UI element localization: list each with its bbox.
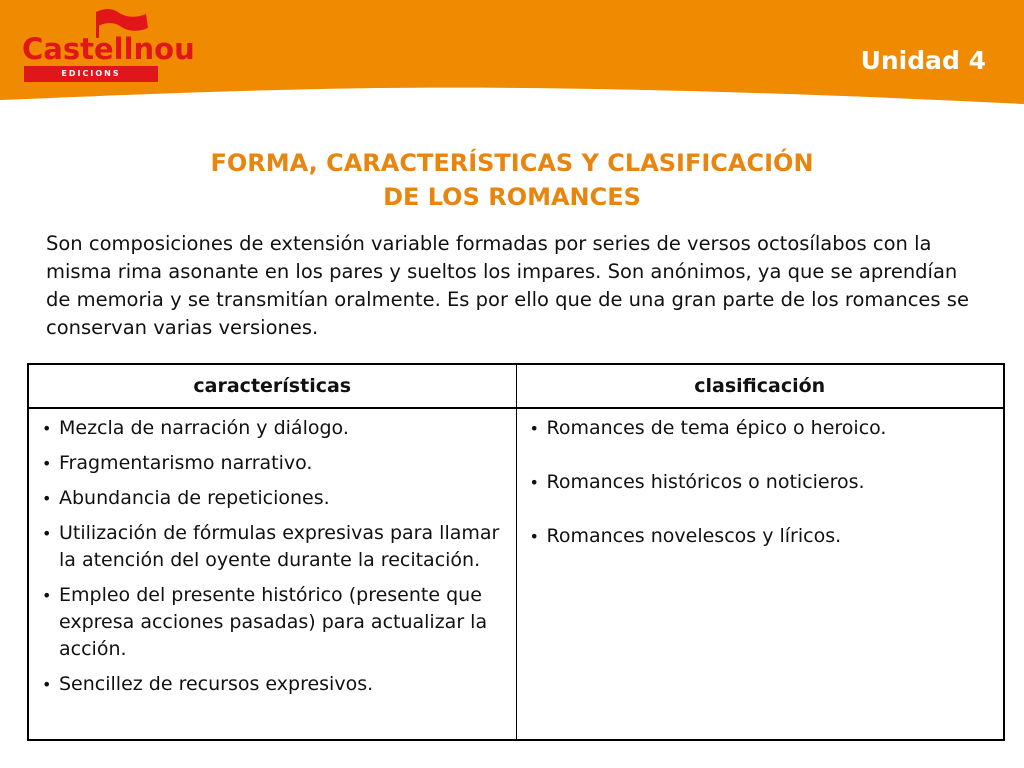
slide-header <box>0 0 1024 120</box>
list-item: • Empleo del presente histórico (presente que expresa acciones pasadas) para actualizar la acción. <box>39 582 506 663</box>
caracteristicas-cell <box>28 408 516 740</box>
header-caracteristicas: características <box>28 364 516 408</box>
brand-name: Castellnou <box>22 32 195 66</box>
romances-table <box>27 363 1005 741</box>
list-item: • Utilización de fórmulas expresivas para llamar la atención del oyente durante la recitación. <box>39 520 506 574</box>
brand-sub-bar <box>24 66 158 82</box>
intro-paragraph: Son composiciones de extensión variable formadas por series de versos octosílabos con la misma rima asonante en los pares y sueltos los impares. Son anónimos, ya que se aprendían de memoria y se transmitían oralmente. Es por ello que de una gran parte de los romances se conservan varias versiones. <box>46 232 969 339</box>
brand-sub: EDICIONS <box>61 69 121 78</box>
unit-label: Unidad 4 <box>860 46 986 75</box>
list-item: • Romances novelescos y líricos. <box>527 523 994 550</box>
list-item: • Mezcla de narración y diálogo. <box>39 415 506 442</box>
table-body-row <box>28 408 1004 740</box>
list-item: • Abundancia de repeticiones. <box>39 485 506 512</box>
brand-logo <box>22 8 195 78</box>
page-title <box>0 146 1024 214</box>
list-item: • Fragmentarismo narrativo. <box>39 450 506 477</box>
list-item: • Romances históricos o noticieros. <box>527 469 994 496</box>
title-line-2: DE LOS ROMANCES <box>383 183 641 211</box>
title-line-1: FORMA, CARACTERÍSTICAS Y CLASIFICACIÓN <box>210 149 814 177</box>
caracteristicas-list <box>29 409 516 698</box>
clasificacion-cell <box>516 408 1004 740</box>
header-clasificacion: clasificación <box>516 364 1004 408</box>
clasificacion-list <box>517 409 1004 550</box>
table-header-row <box>28 364 1004 408</box>
list-item: • Romances de tema épico o heroico. <box>527 415 994 442</box>
list-item: • Sencillez de recursos expresivos. <box>39 671 506 698</box>
